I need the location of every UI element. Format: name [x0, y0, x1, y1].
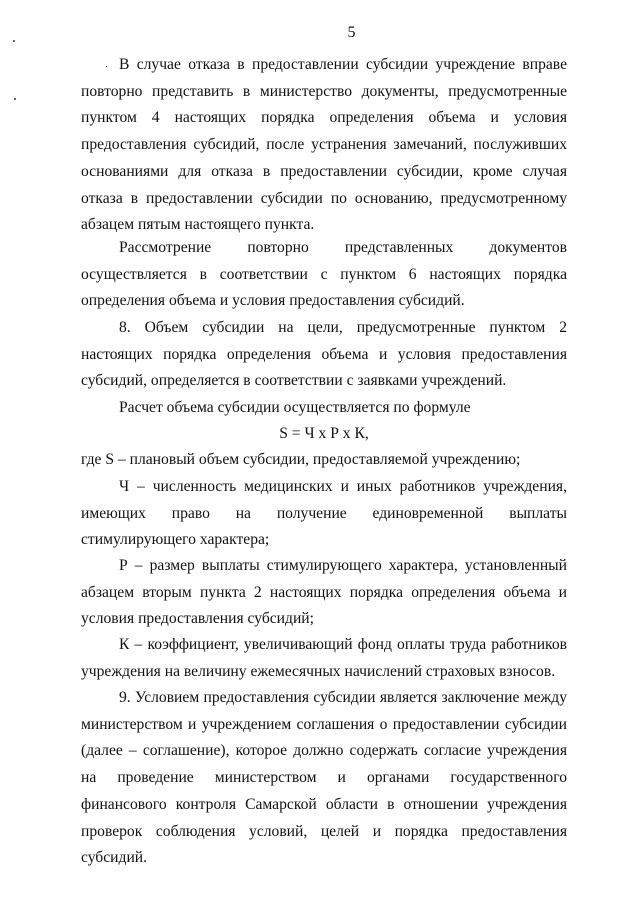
paragraph-formula-intro: Расчет объема субсидии осуществляется по формуле: [119, 399, 471, 416]
paragraph-review: Рассмотрение повторно представленных документов осуществляется в соответствии с пунктом 6 настоящих порядка определения объема и условия предоставления субсидий.: [81, 239, 567, 310]
definition-s: где S – плановый объем субсидии, предоставляемой учреждению;: [81, 451, 521, 468]
formula: S = Ч х Р х К,: [279, 425, 369, 442]
paragraph-item-8: 8. Объем субсидии на цели, предусмотренные пунктом 2 настоящих порядка определения объема и условия предоставления субсидий, определяется в соответствии с заявками учреждений.: [81, 319, 567, 390]
page-number: 5: [347, 24, 356, 41]
paragraph-resubmission: В случае отказа в предоставлении субсидии учреждение вправе повторно представить в министерство документы, предусмотренные пунктом 4 настоящих порядка определения объема и условия предоставления субсидий, после устранения замечаний, послуживших основаниями для отказа в предоставлении субсидии, кроме случая отказа в предоставлении субсидии по основанию, предусмотренному абзацем пятым настоящего пункта.: [81, 56, 567, 234]
definition-k: К – коэффициент, увеличивающий фонд оплаты труда работников учреждения на величину ежемесячных начислений страховых взносов.: [81, 636, 567, 680]
definition-r: Р – размер выплаты стимулирующего характера, установленный абзацем вторым пункта 2 настоящих порядка определения объема и условия предоставления субсидий;: [81, 557, 567, 628]
paragraph-item-9: 9. Условием предоставления субсидии является заключение между министерством и учреждением соглашения о предоставлении субсидии (далее – соглашение), которое должно содержать согласие учреждения на проведение министерством и органами государственного финансового контроля Самарской области в отношении учреждения проверок соблюдения условий, целей и порядка предоставления субсидий.: [81, 689, 567, 867]
scan-artifact: [14, 98, 16, 100]
scan-artifact: [13, 40, 15, 42]
definition-ch: Ч – численность медицинских и иных работников учреждения, имеющих право на получение единовременной выплаты стимулирующего характера;: [81, 478, 567, 549]
